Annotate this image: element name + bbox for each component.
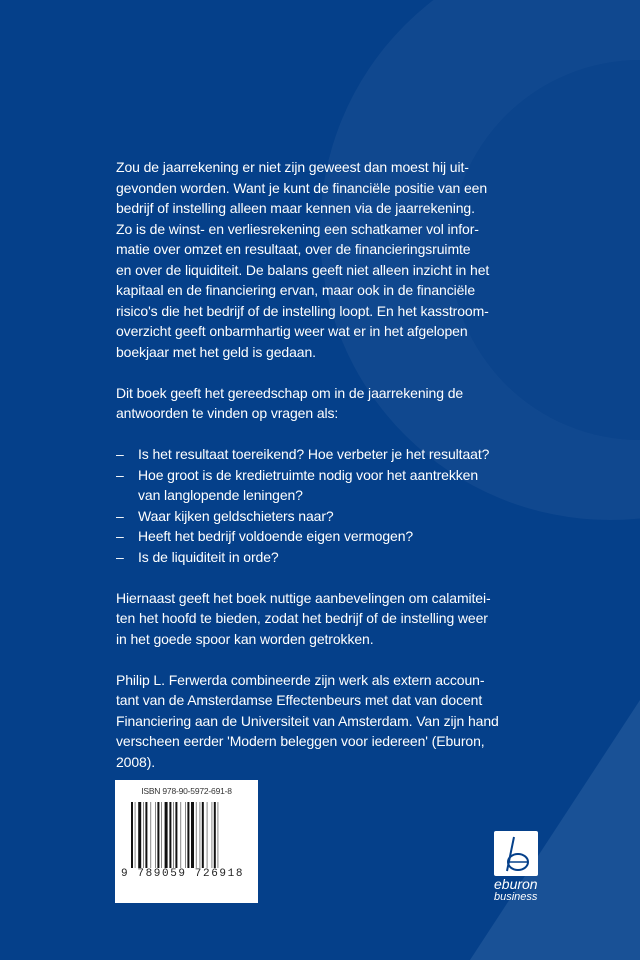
barcode-bar (185, 802, 186, 868)
barcode-bar (214, 802, 216, 868)
list-item (116, 526, 556, 547)
barcode-bar (217, 802, 218, 868)
isbn-barcode (115, 780, 258, 903)
text-line: overzicht geeft onbarmhartig weer wat er in het afgelopen (116, 323, 468, 339)
barcode-bar (145, 802, 147, 868)
list-dash: – (116, 528, 124, 544)
barcode-bar (180, 802, 181, 868)
text-line: tant van de Amsterdamse Effectenbeurs met dat van docent (116, 692, 483, 708)
back-cover-text (116, 157, 556, 772)
text-line: Philip L. Ferwerda combineerde zijn werk als extern accoun- (116, 671, 485, 688)
text-line: Financiering aan de Universiteit van Amsterdam. Van zijn hand (116, 712, 499, 729)
list-item-text: Is de liquiditeit in orde? (138, 548, 279, 565)
list-item-text: van langlopende leningen? (138, 487, 303, 503)
barcode-bar (199, 802, 200, 868)
barcode-bar (196, 802, 197, 868)
barcode-bar (150, 802, 151, 868)
barcode-bar (175, 802, 177, 868)
list-item (116, 444, 556, 465)
text-line: Zou de jaarrekening er niet zijn geweest dan moest hij uit- (116, 159, 469, 175)
text-line: boekjaar met het geld is gedaan. (116, 343, 316, 360)
list-dash: – (116, 548, 124, 565)
list-item-text: Hoe groot is de kredietruimte nodig voor het aantrekken (138, 466, 479, 483)
barcode-bar (138, 802, 141, 868)
text-line: kapitaal en de financiering ervan, maar ook in de financiële (116, 282, 476, 298)
text-line: matie over omzet en resultaat, over de financieringsruimte (116, 241, 471, 257)
list-item (116, 485, 556, 506)
eburon-be-logo-icon (494, 831, 538, 876)
text-line: gevonden worden. Want je kunt de financiële positie van een (116, 179, 488, 196)
text-line: en over de liquiditeit. De balans geeft niet alleen inzicht in het (116, 261, 490, 278)
list-item-text: Heeft het bedrijf voldoende eigen vermogen? (138, 528, 414, 544)
text-line: verscheen eerder 'Modern beleggen voor iedereen' (Eburon, (116, 733, 485, 749)
barcode-bar (187, 802, 189, 868)
text-line: 2008). (116, 753, 156, 770)
barcode-bar (202, 802, 204, 868)
barcode-bar (191, 802, 194, 868)
barcode-bar (131, 802, 133, 868)
ean-digits: 9 789059 726918 (121, 868, 245, 880)
barcode-bar (157, 802, 159, 868)
list-dash: – (116, 466, 124, 483)
publisher-name (494, 878, 538, 904)
text-line: Dit boek geeft het gereedschap om in de jaarrekening de (116, 384, 464, 401)
isbn-label: ISBN 978-90-5972-691-8 (141, 786, 232, 796)
list-dash: – (116, 446, 124, 462)
barcode-bars (131, 802, 243, 872)
publisher-imprint: business (494, 891, 538, 903)
text-line: antwoorden te vinden op vragen als: (116, 405, 339, 421)
barcode-bar (143, 802, 144, 868)
text-line: Hiernaast geeft het boek nuttige aanbevelingen om calamitei- (116, 589, 491, 606)
barcode-bar (161, 802, 162, 868)
barcode-bar (211, 802, 212, 868)
barcode-bar (207, 802, 208, 868)
list-item (116, 465, 556, 486)
barcode-bar (155, 802, 156, 868)
barcode-bar (169, 802, 171, 868)
barcode-bar (165, 802, 168, 868)
text-line: in het goede spoor kan worden getrokken. (116, 630, 374, 647)
text-line: ten het hoofd te bieden, zodat het bedrijf of de instelling weer (116, 610, 488, 626)
list-dash: – (116, 507, 124, 524)
text-line: Zo is de winst- en verliesrekening een schatkamer vol infor- (116, 220, 479, 237)
publisher-name-text: eburon (494, 876, 538, 892)
barcode-bar (173, 802, 174, 868)
list-item (116, 547, 556, 568)
list-item (116, 506, 556, 527)
text-line: risico's die het bedrijf of de instelling loopt. En het kasstroom- (116, 302, 489, 319)
list-item-text: Waar kijken geldschieters naar? (138, 507, 334, 524)
list-item-text: Is het resultaat toereikend? Hoe verbeter je het resultaat? (138, 446, 490, 462)
barcode-bar (135, 802, 136, 868)
text-line: bedrijf of instelling alleen maar kennen via de jaarrekening. (116, 200, 475, 216)
list-dash (116, 485, 138, 506)
